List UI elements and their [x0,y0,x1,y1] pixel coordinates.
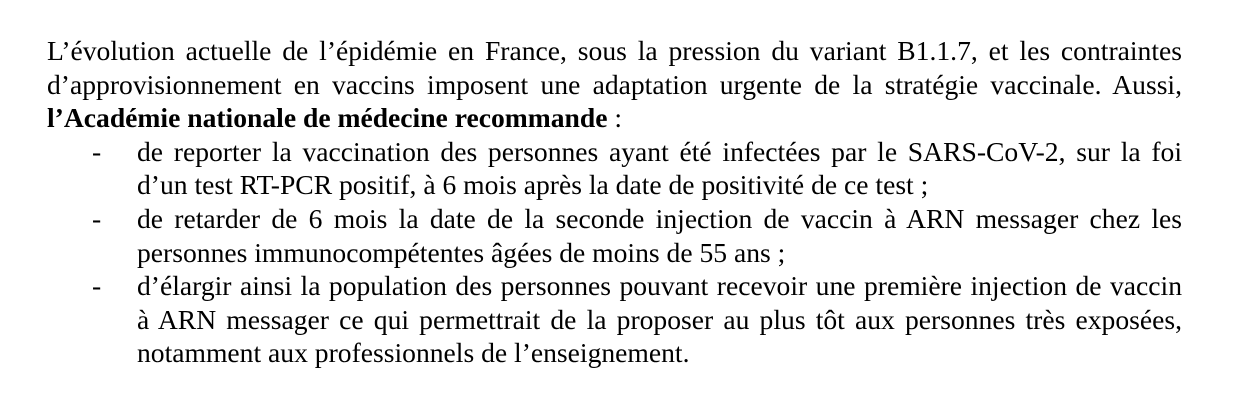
dash-bullet: - [92,202,102,234]
list-item [47,202,1182,269]
recommendation-list [47,135,1182,370]
list-item-text: de reporter la vaccination des personnes ayant été infectées par le SARS-CoV-2, sur la foi d’un test RT-PCR positif, à 6 mois après la date de positivité de ce test ; [137,135,1182,201]
intro-text: L’évolution actuelle de l’épidémie en France, sous la pression du variant B1.1.7, et les contraintes d’approvisionnement en vaccins imposent une adaptation urgente de la stratégie vaccinale. Aussi, [47,35,1182,100]
intro-paragraph [47,34,1182,135]
list-item [47,269,1182,370]
list-item [47,135,1182,202]
list-item-text: de retarder de 6 mois la date de la seconde injection de vaccin à ARN messager chez les personnes immunocompétentes âgées de moins de 55 ans ; [137,202,1182,268]
document-body [47,34,1182,370]
dash-bullet: - [92,270,102,302]
list-item-text: d’élargir ainsi la population des personnes pouvant recevoir une première injection de vaccin à ARN messager ce qui permettrait de la proposer au plus tôt aux personnes très exposées, notamment aux professionnels de l’enseignement. [137,270,1182,369]
recommendation-heading: l’Académie nationale de médecine recommande [47,102,608,134]
intro-colon: : [607,102,623,134]
dash-bullet: - [92,135,102,167]
